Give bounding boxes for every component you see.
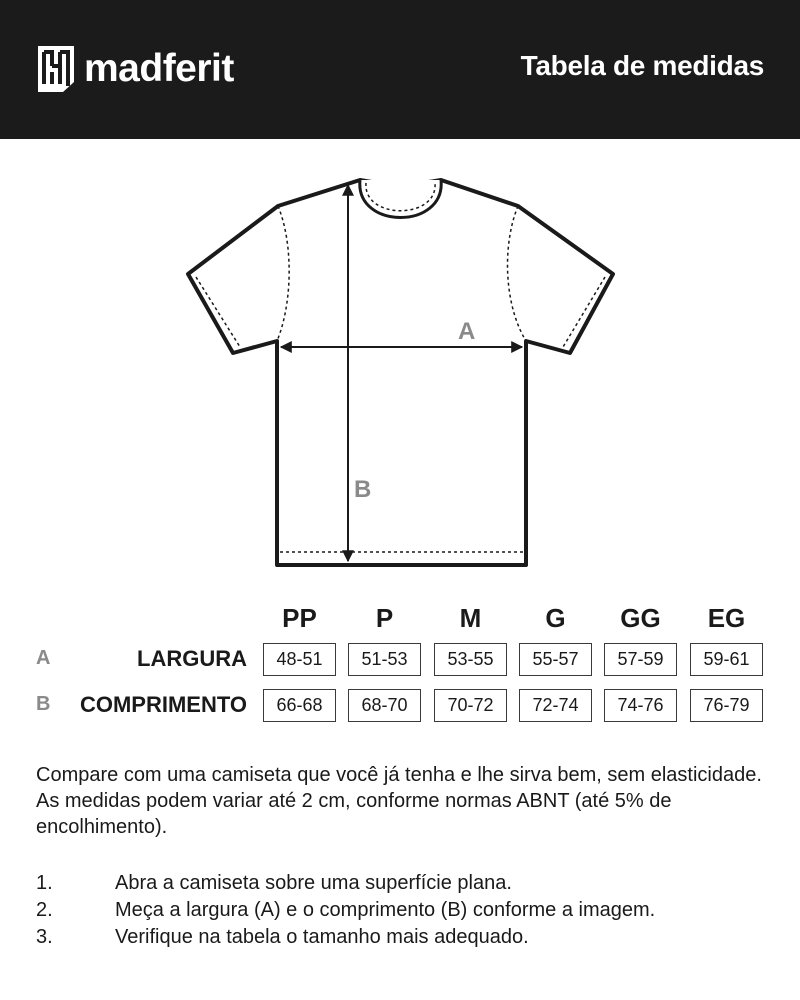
table-cell: 70-72 (434, 689, 507, 722)
step-number: 1. (36, 872, 53, 894)
list-item (36, 897, 776, 924)
row-label-comprimento: COMPRIMENTO (79, 692, 247, 717)
table-cell: 51-53 (348, 643, 421, 676)
tshirt-diagram (180, 175, 620, 575)
step-text: Verifique na tabela o tamanho mais adequado. (115, 926, 529, 948)
intro-text: Compare com uma camiseta que você já tenha e lhe sirva bem, sem elasticidade. As medidas podem variar até 2 cm, conforme normas ABNT (até 5% de encolhimento). (36, 764, 762, 838)
page-title: Tabela de medidas (520, 50, 764, 81)
madferit-logo-icon (36, 44, 76, 94)
size-header-p: P (375, 603, 394, 633)
table-cell: 72-74 (519, 689, 592, 722)
table-cell: 59-61 (690, 643, 763, 676)
table-cell: 57-59 (604, 643, 677, 676)
label-a: A (458, 318, 476, 345)
label-b: B (354, 476, 372, 503)
size-header-m: M (459, 603, 482, 633)
brand-name: madferit (84, 47, 234, 90)
table-cell: 55-57 (519, 643, 592, 676)
size-header-gg: GG (620, 603, 661, 633)
row-letter-b: B (36, 693, 51, 715)
list-item (36, 870, 776, 897)
size-header-pp: PP (282, 603, 317, 633)
row-label-largura: LARGURA (137, 646, 247, 671)
tshirt-outline (188, 180, 613, 565)
instructions-list (36, 870, 776, 951)
step-text: Abra a camiseta sobre uma superfície plana. (115, 872, 512, 894)
table-cell: 68-70 (348, 689, 421, 722)
table-cell: 76-79 (690, 689, 763, 722)
brand-logo[interactable] (36, 44, 234, 94)
row-letter-a: A (36, 647, 51, 669)
size-header-eg: EG (707, 603, 746, 633)
table-cell: 74-76 (604, 689, 677, 722)
list-item (36, 924, 776, 951)
step-text: Meça a largura (A) e o comprimento (B) conforme a imagem. (115, 899, 656, 921)
table-cell: 66-68 (263, 689, 336, 722)
size-header-g: G (545, 603, 566, 633)
table-cell: 48-51 (263, 643, 336, 676)
step-number: 2. (36, 899, 53, 921)
table-cell: 53-55 (434, 643, 507, 676)
step-number: 3. (36, 926, 53, 948)
header-bar (0, 0, 800, 139)
